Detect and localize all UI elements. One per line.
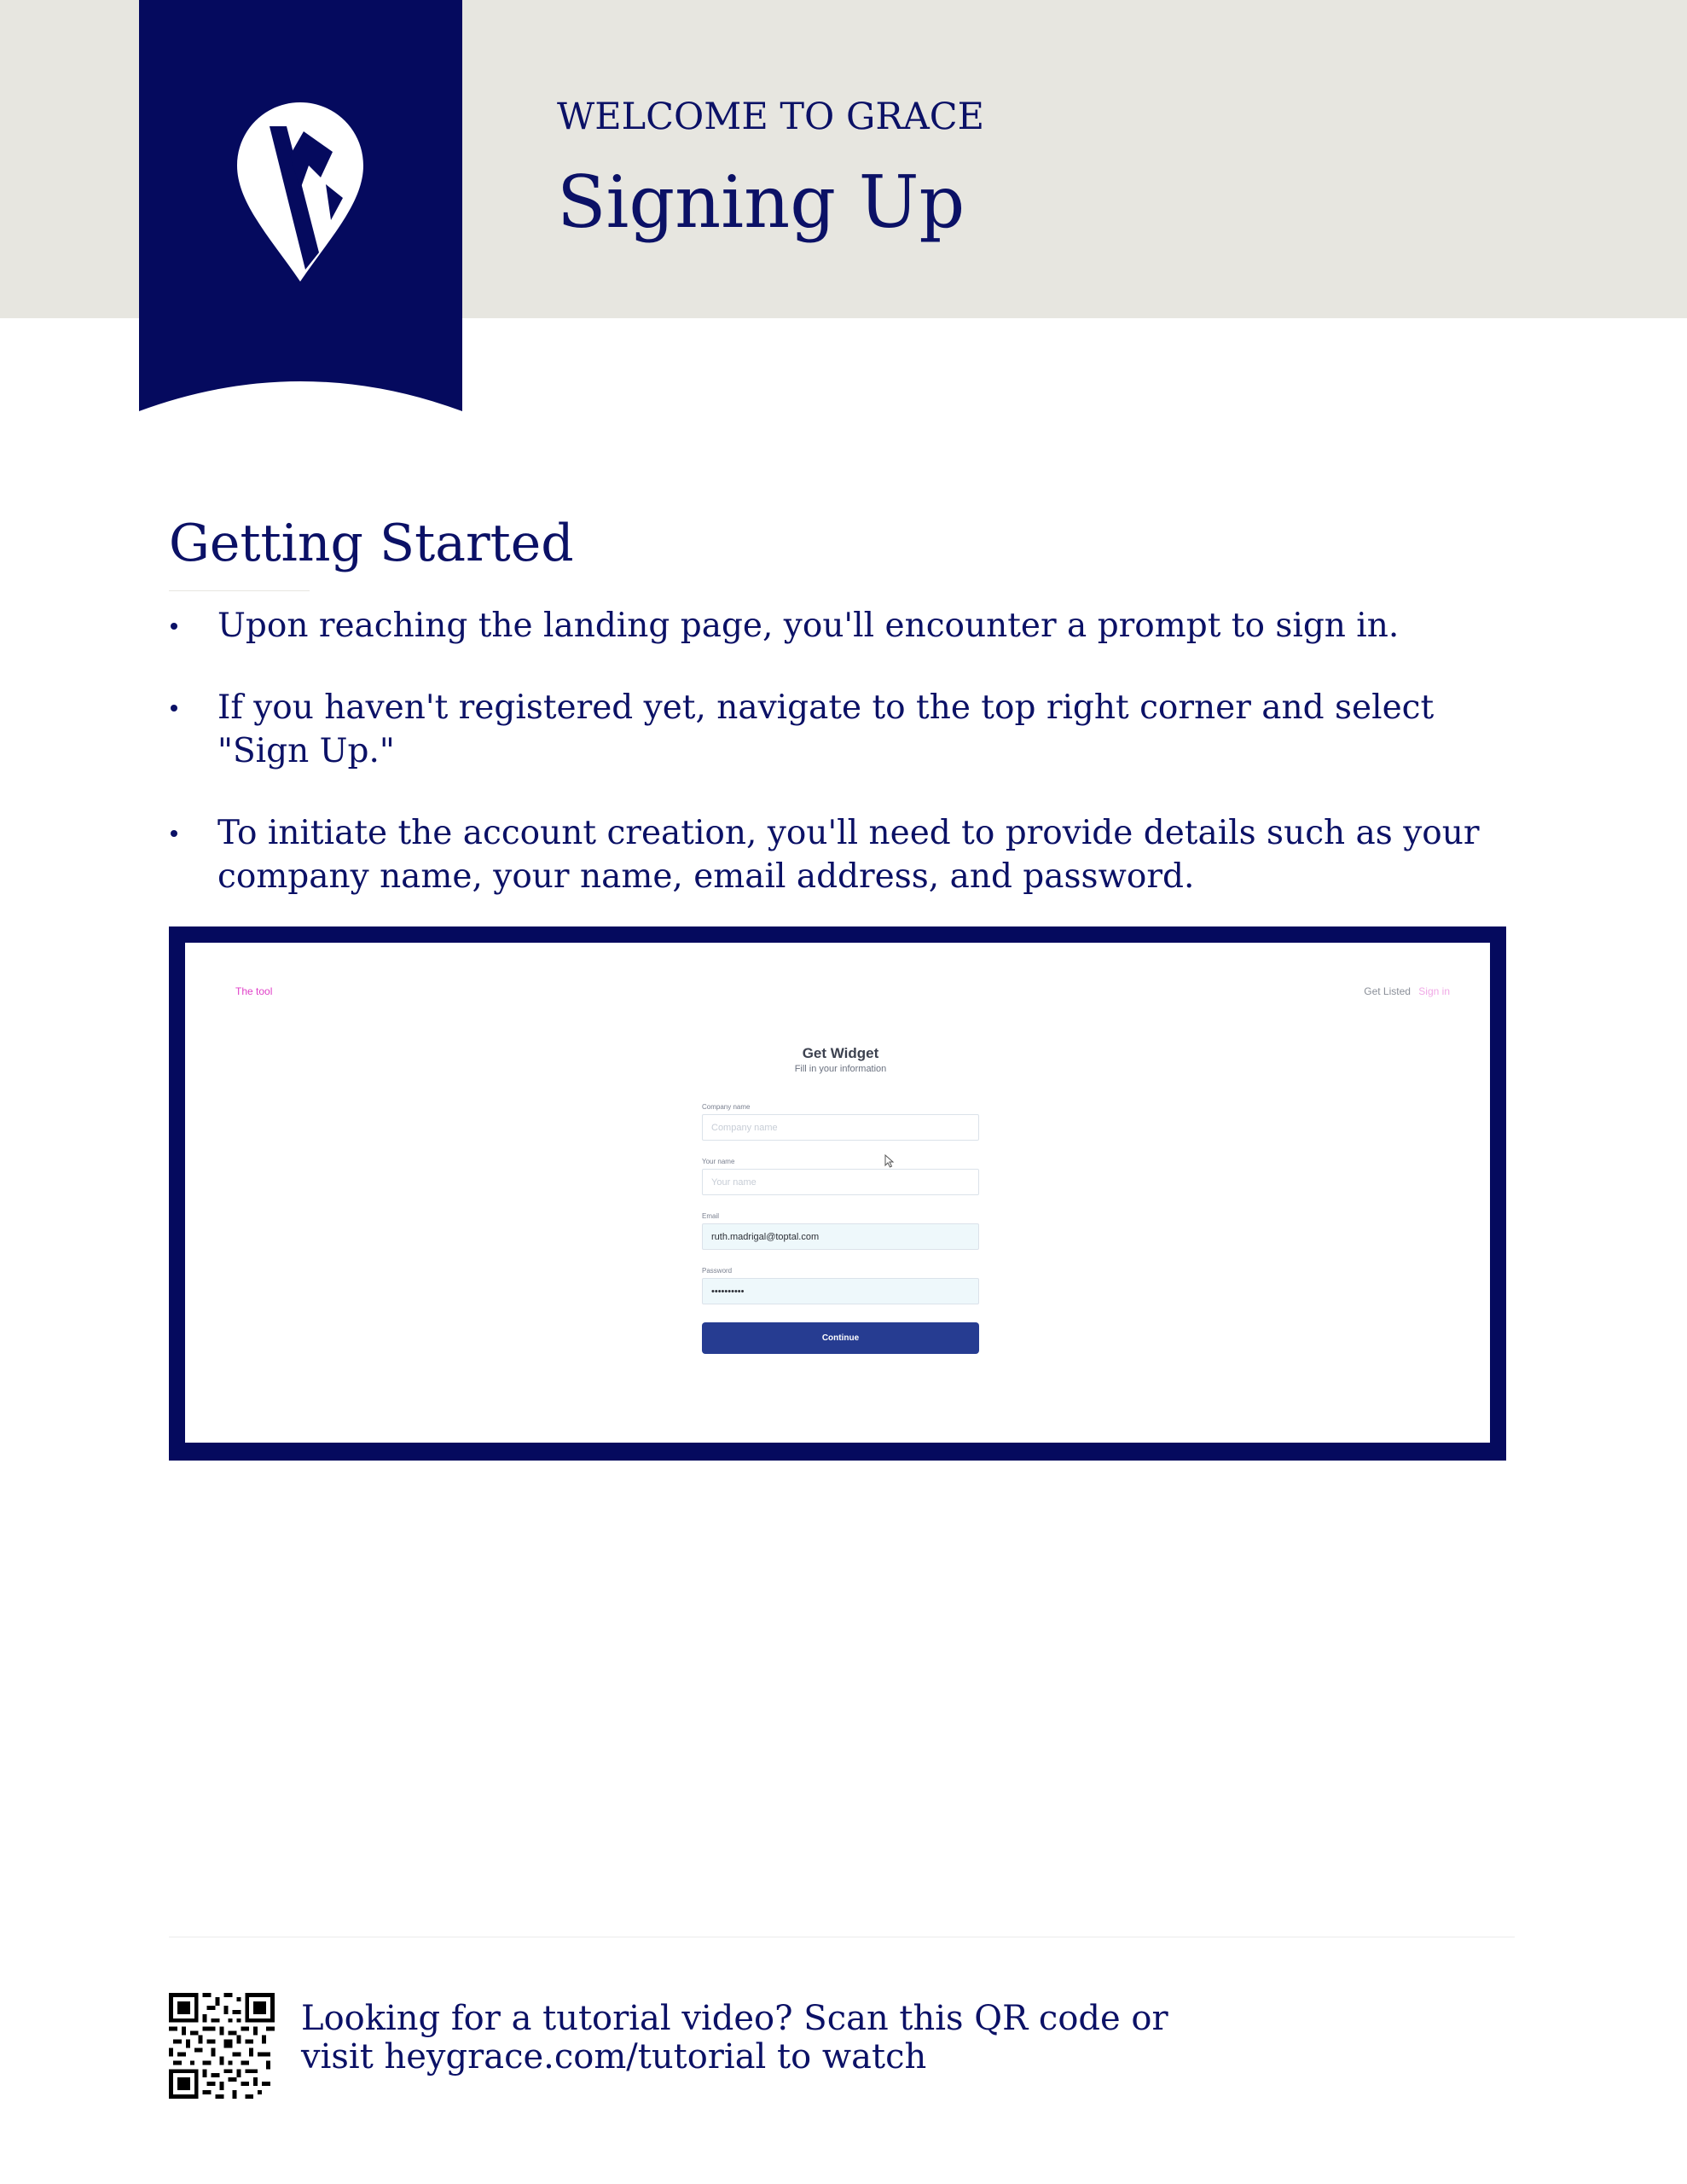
qr-code-icon[interactable] xyxy=(169,1993,275,2099)
tutorial-note-line2: visit heygrace.com/tutorial to watch xyxy=(301,2037,927,2077)
password-input[interactable] xyxy=(702,1278,979,1304)
company-name-input[interactable] xyxy=(702,1114,979,1141)
company-name-label: Company name xyxy=(702,1103,751,1111)
list-item-text: If you haven't registered yet, navigate to the top right corner and select "Sign Up." xyxy=(217,688,1435,770)
bullet-dot-icon xyxy=(171,623,177,630)
instruction-list xyxy=(169,604,1525,937)
page-title: Signing Up xyxy=(557,160,965,244)
mouse-pointer-icon xyxy=(884,1154,895,1168)
form-subtitle: Fill in your information xyxy=(794,1064,887,1074)
tutorial-note-line1: Looking for a tutorial video? Scan this QR code or xyxy=(301,1999,1168,2038)
list-item-text: Upon reaching the landing page, you'll encounter a prompt to sign in. xyxy=(217,607,1400,645)
your-name-input[interactable] xyxy=(702,1169,979,1195)
screenshot-brand-link[interactable]: The tool xyxy=(235,985,273,997)
screenshot-nav xyxy=(1364,985,1450,997)
screenshot-frame xyxy=(169,926,1506,1461)
bullet-dot-icon xyxy=(171,705,177,712)
signup-form xyxy=(702,1045,979,1354)
your-name-label: Your name xyxy=(702,1158,735,1165)
list-item xyxy=(169,811,1525,898)
list-item xyxy=(169,604,1525,648)
get-listed-link[interactable]: Get Listed xyxy=(1364,985,1411,997)
tutorial-note xyxy=(301,2000,1325,2077)
signup-screenshot xyxy=(185,943,1490,1443)
form-title: Get Widget xyxy=(802,1045,879,1061)
email-input[interactable] xyxy=(702,1223,979,1250)
sign-in-link[interactable]: Sign in xyxy=(1418,985,1450,997)
list-item xyxy=(169,686,1525,773)
list-item-text: To initiate the account creation, you'll need to provide details such as your company name, your name, email address, and password. xyxy=(217,814,1480,896)
grace-map-pin-logo-icon xyxy=(237,102,363,282)
header-kicker: WELCOME TO GRACE xyxy=(557,96,985,138)
bullet-dot-icon xyxy=(171,830,177,837)
email-label: Email xyxy=(702,1212,720,1220)
section-title: Getting Started xyxy=(169,514,574,573)
password-label: Password xyxy=(702,1267,733,1275)
title-underline xyxy=(169,590,310,591)
continue-button[interactable]: Continue xyxy=(702,1322,979,1354)
